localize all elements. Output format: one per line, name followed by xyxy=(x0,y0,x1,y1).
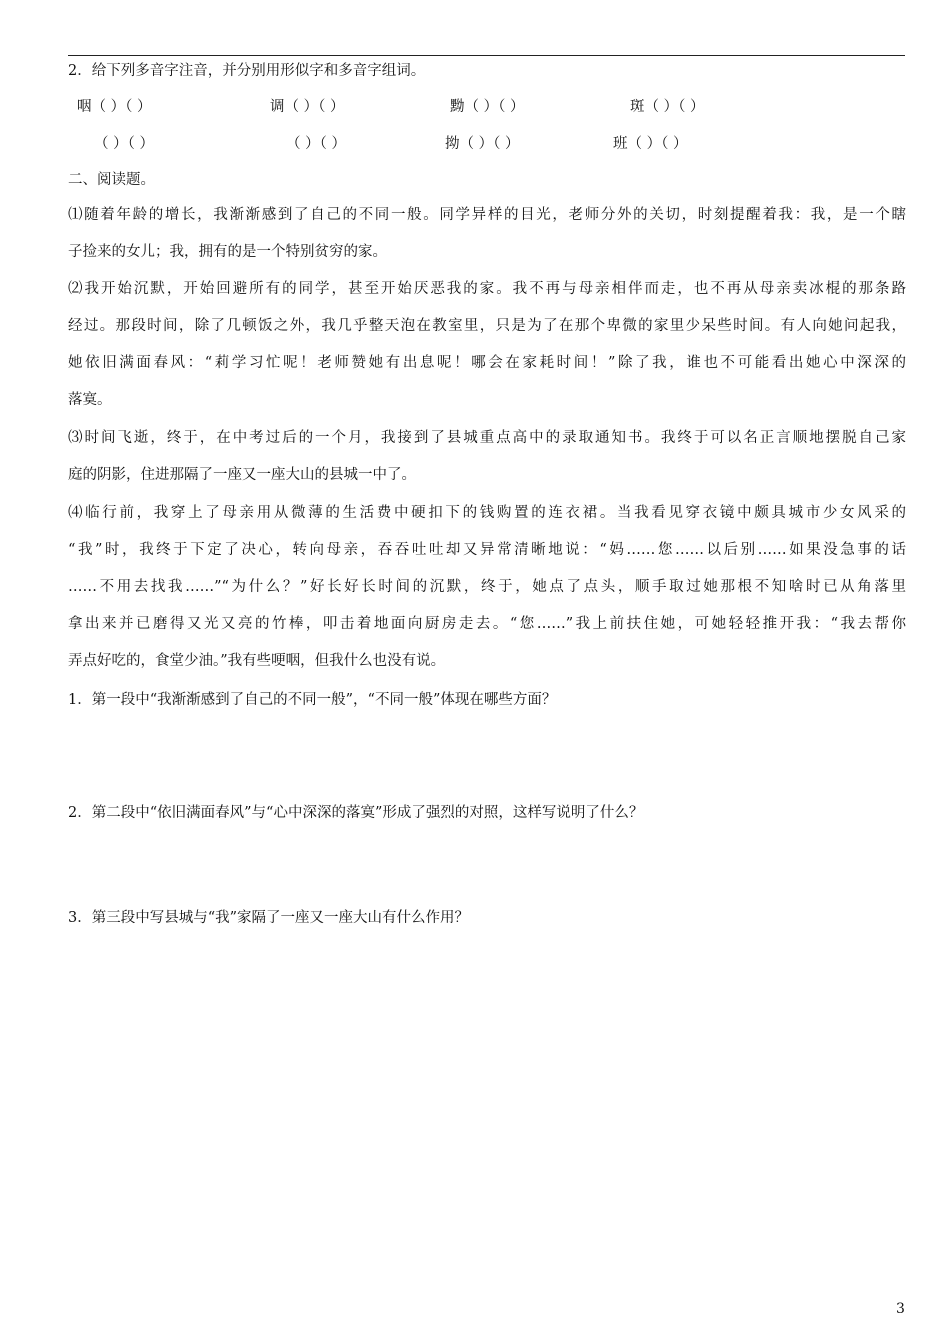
pinyin-cell: 黝（ ）（ ） xyxy=(450,99,525,115)
header-rule xyxy=(68,55,905,56)
pinyin-cell: 调（ ）（ ） xyxy=(270,99,345,115)
pinyin-cell: （ ）（ ） xyxy=(286,136,346,152)
paragraph-line: ⑵我开始沉默，开始回避所有的同学，甚至开始厌恶我的家。我不再与母亲相伴而走，也不再从母亲卖冰棍的那条路 xyxy=(68,281,906,297)
paragraph-line: “我”时，我终于下定了决心，转向母亲，吞吞吐吐却又异常清晰地说：“妈……您……以后别……如果没急事的话 xyxy=(68,542,906,558)
reading-paragraph-1 xyxy=(68,205,906,279)
pinyin-row-1 xyxy=(68,97,908,117)
paragraph-line: ⑷临行前，我穿上了母亲用从微薄的生活费中硬扣下的钱购置的连衣裙。当我看见穿衣镜中颇具城市少女风采的 xyxy=(68,505,906,521)
paragraph-line: ⑶时间飞逝，终于，在中考过后的一个月，我接到了县城重点高中的录取通知书。我终于可以名正言顺地摆脱自己家 xyxy=(68,430,906,446)
reading-question-2: 2．第二段中“依旧满面春风”与“心中深深的落寞”形成了强烈的对照，这样写说明了什么？ xyxy=(68,805,644,821)
pinyin-cell: 咽（ ）（ ） xyxy=(77,99,152,115)
reading-question-1: 1．第一段中“我渐渐感到了自己的不同一般”，“不同一般”体现在哪些方面？ xyxy=(68,692,557,708)
reading-paragraph-2 xyxy=(68,279,906,427)
paragraph-line: ⑴随着年龄的增长，我渐渐感到了自己的不同一般。同学异样的目光，老师分外的关切，时刻提醒着我：我，是一个瞎 xyxy=(68,207,906,223)
reading-question-3: 3．第三段中写县城与“我”家隔了一座又一座大山有什么作用？ xyxy=(68,910,470,926)
pinyin-cell: 拗（ ）（ ） xyxy=(445,136,520,152)
paragraph-line: 弄点好吃的，食堂少油。”我有些哽咽，但我什么也没有说。 xyxy=(68,653,446,669)
pinyin-cell: 斑（ ）（ ） xyxy=(630,99,705,115)
reading-paragraph-4 xyxy=(68,503,906,688)
page-number: 3 xyxy=(896,1301,905,1317)
question-2-polyphonic: 2．给下列多音字注音，并分别用形似字和多音字组词。 xyxy=(68,63,426,79)
paragraph-line: 经过。那段时间，除了几顿饭之外，我几乎整天泡在教室里，只是为了在那个卑微的家里少呆些时间。有人向她问起我， xyxy=(68,318,906,334)
paragraph-line: 拿出来并已磨得又光又亮的竹棒，叩击着地面向厨房走去。“您……”我上前扶住她，可她轻轻推开我：“我去帮你 xyxy=(68,616,906,632)
pinyin-cell: 班（ ）（ ） xyxy=(613,136,688,152)
paragraph-line: 庭的阴影，住进那隔了一座又一座大山的县城一中了。 xyxy=(68,467,416,483)
section-heading-reading: 二、阅读题。 xyxy=(68,172,155,188)
paragraph-line: 她依旧满面春风：“莉学习忙呢！老师赞她有出息呢！哪会在家耗时间！”除了我，谁也不可能看出她心中深深的 xyxy=(68,355,906,371)
paragraph-line: 子捡来的女儿；我，拥有的是一个特别贫穷的家。 xyxy=(68,244,387,260)
reading-paragraph-3 xyxy=(68,428,906,502)
paragraph-line: ……不用去找我……”“为什么？”好长好长时间的沉默，终于，她点了点头，顺手取过她那根不知啥时已从角落里 xyxy=(68,579,906,595)
pinyin-row-2 xyxy=(68,134,908,154)
paragraph-line: 落寞。 xyxy=(68,392,112,408)
pinyin-cell: （ ）（ ） xyxy=(94,136,154,152)
